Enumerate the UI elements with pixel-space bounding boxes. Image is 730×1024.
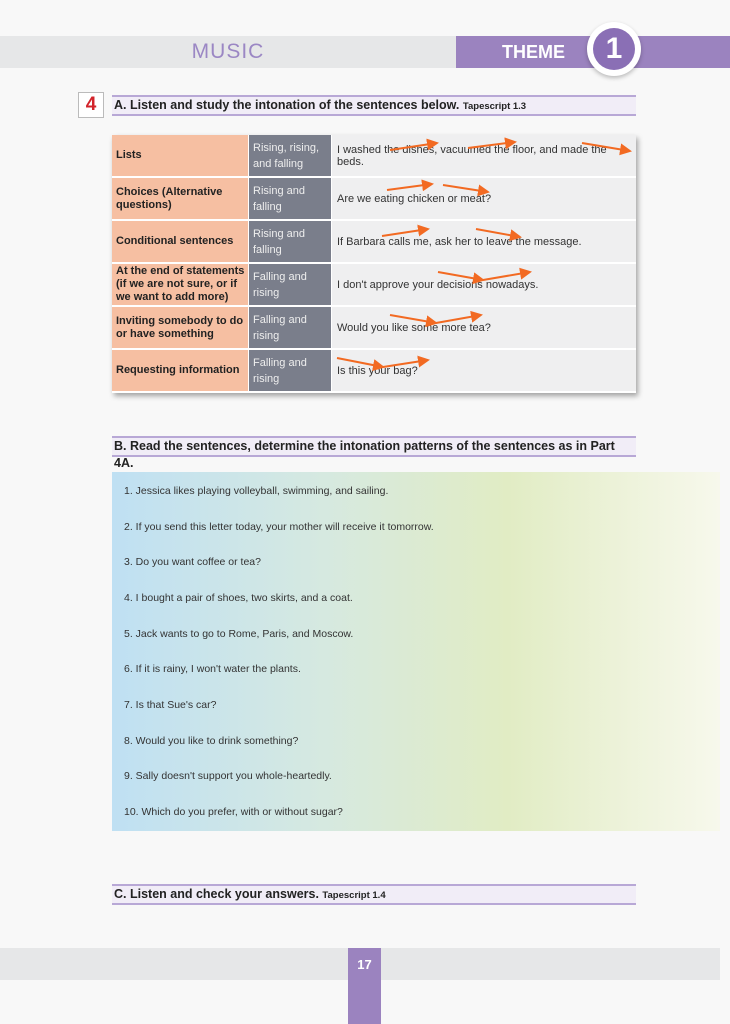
pattern-cell: Rising and falling xyxy=(249,178,331,219)
table-row xyxy=(112,350,636,393)
section-b-title: B. Read the sentences, determine the intonation patterns of the sentences as in Part 4A. xyxy=(112,436,636,457)
list-item: 9. Sally doesn't support you whole-heartedly. xyxy=(124,770,332,782)
pattern-cell: Rising, rising, and falling xyxy=(249,135,331,176)
section-c-heading: C. Listen and check your answers. xyxy=(114,887,319,901)
table-row xyxy=(112,135,636,178)
example-cell: I don't approve your decisions nowadays. xyxy=(332,264,636,305)
section-a-heading: A. Listen and study the intonation of the sentences below. xyxy=(114,98,460,112)
use-cell: Inviting somebody to do or have something xyxy=(112,307,248,348)
exercise-number: 4 xyxy=(78,92,104,118)
intonation-table xyxy=(112,135,636,393)
table-row xyxy=(112,178,636,221)
pattern-cell: Rising and falling xyxy=(249,221,331,262)
theme-label: THEME xyxy=(502,42,565,62)
list-item: 1. Jessica likes playing volleyball, swimming, and sailing. xyxy=(124,485,389,497)
example-cell: Is this your bag? xyxy=(332,350,636,391)
list-item: 5. Jack wants to go to Rome, Paris, and Moscow. xyxy=(124,628,354,640)
theme-number: 1 xyxy=(593,28,635,70)
page-number: 17 xyxy=(348,948,381,1024)
pattern-cell: Falling and rising xyxy=(249,307,331,348)
list-item: 2. If you send this letter today, your mother will receive it tomorrow. xyxy=(124,521,434,533)
list-item: 6. If it is rainy, I won't water the plants. xyxy=(124,663,301,675)
table-row xyxy=(112,264,636,307)
table-row xyxy=(112,307,636,350)
use-cell: Choices (Alternative questions) xyxy=(112,178,248,219)
list-item: 8. Would you like to drink something? xyxy=(124,735,299,747)
list-item: 7. Is that Sue's car? xyxy=(124,699,217,711)
use-cell: Lists xyxy=(112,135,248,176)
use-cell: Conditional sentences xyxy=(112,221,248,262)
theme-number-badge xyxy=(587,22,641,76)
example-cell: Are we eating chicken or meat? xyxy=(332,178,636,219)
tapescript-label: Tapescript 1.3 xyxy=(462,101,527,112)
subject-title: MUSIC xyxy=(191,40,265,63)
pattern-cell: Falling and rising xyxy=(249,264,331,305)
tapescript-label: Tapescript 1.4 xyxy=(322,890,386,901)
theme-banner xyxy=(456,32,730,68)
section-a-title xyxy=(112,95,636,116)
list-item: 4. I bought a pair of shoes, two skirts, and a coat. xyxy=(124,592,353,604)
table-row xyxy=(112,221,636,264)
sentence-list xyxy=(112,472,720,831)
example-cell: If Barbara calls me, ask her to leave the message. xyxy=(332,221,636,262)
pattern-cell: Falling and rising xyxy=(249,350,331,391)
example-cell: Would you like some more tea? xyxy=(332,307,636,348)
example-cell: I washed the dishes, vacuumed the floor, and made the beds. xyxy=(332,135,636,176)
section-c-title xyxy=(112,884,636,905)
list-item: 3. Do you want coffee or tea? xyxy=(124,556,261,568)
list-item: 10. Which do you prefer, with or without sugar? xyxy=(124,806,343,818)
use-cell: Requesting information xyxy=(112,350,248,391)
use-cell: At the end of statements (if we are not sure, or if we want to add more) xyxy=(112,264,248,305)
